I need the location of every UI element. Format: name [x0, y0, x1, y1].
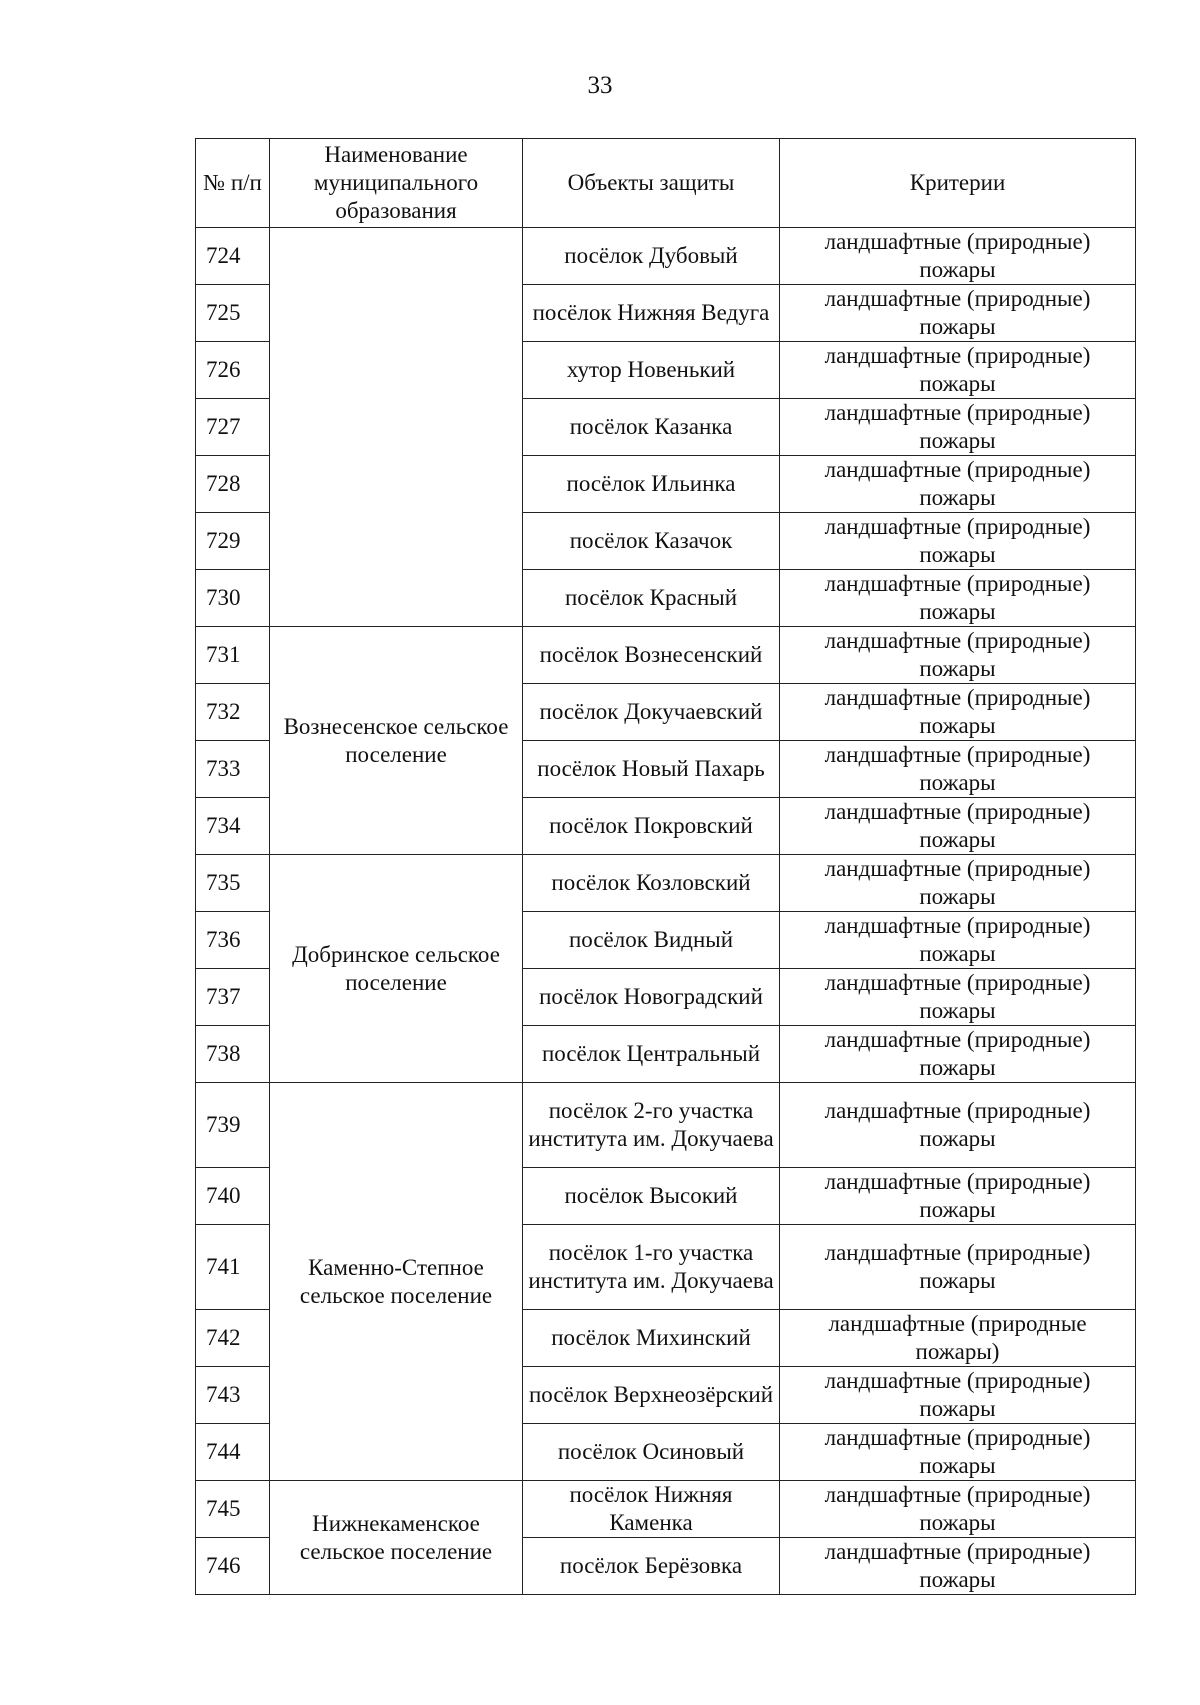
- row-number: 744: [196, 1424, 270, 1481]
- row-number: 730: [196, 570, 270, 627]
- criteria: ландшафтные (природные) пожары: [780, 912, 1136, 969]
- row-number: 745: [196, 1481, 270, 1538]
- protection-object: посёлок Высокий: [523, 1168, 780, 1225]
- protection-object: посёлок Видный: [523, 912, 780, 969]
- table-row: [196, 1083, 1136, 1168]
- criteria: ландшафтные (природные пожары): [780, 1310, 1136, 1367]
- protection-object: посёлок Новоградский: [523, 969, 780, 1026]
- row-number: 735: [196, 855, 270, 912]
- header-municipality: Наименование муниципального образования: [270, 139, 523, 228]
- row-number: 738: [196, 1026, 270, 1083]
- table-body: [196, 228, 1136, 1595]
- row-number: 741: [196, 1225, 270, 1310]
- row-number: 733: [196, 741, 270, 798]
- criteria: ландшафтные (природные) пожары: [780, 855, 1136, 912]
- protection-object: посёлок Нижняя Ведуга: [523, 285, 780, 342]
- protection-object: посёлок Покровский: [523, 798, 780, 855]
- protection-object: посёлок Казачок: [523, 513, 780, 570]
- criteria: ландшафтные (природные) пожары: [780, 741, 1136, 798]
- row-number: 724: [196, 228, 270, 285]
- row-number: 731: [196, 627, 270, 684]
- row-number: 725: [196, 285, 270, 342]
- protection-objects-table: [195, 138, 1136, 1595]
- criteria: ландшафтные (природные) пожары: [780, 513, 1136, 570]
- row-number: 737: [196, 969, 270, 1026]
- criteria: ландшафтные (природные) пожары: [780, 1481, 1136, 1538]
- criteria: ландшафтные (природные) пожары: [780, 969, 1136, 1026]
- protection-object: посёлок Красный: [523, 570, 780, 627]
- row-number: 740: [196, 1168, 270, 1225]
- row-number: 728: [196, 456, 270, 513]
- header-objects: Объекты защиты: [523, 139, 780, 228]
- row-number: 727: [196, 399, 270, 456]
- protection-object: посёлок 2-го участка института им. Докучаева: [523, 1083, 780, 1168]
- protection-object: посёлок Вознесенский: [523, 627, 780, 684]
- protection-object: посёлок Берёзовка: [523, 1538, 780, 1595]
- protection-object: посёлок Ильинка: [523, 456, 780, 513]
- criteria: ландшафтные (природные) пожары: [780, 684, 1136, 741]
- table-row: [196, 855, 1136, 912]
- municipality-cell: Нижнекаменское сельское поселение: [270, 1481, 523, 1595]
- protection-object: посёлок Верхнеозёрский: [523, 1367, 780, 1424]
- page-number: 33: [587, 72, 613, 99]
- row-number: 739: [196, 1083, 270, 1168]
- protection-object: посёлок Докучаевский: [523, 684, 780, 741]
- protection-object: посёлок Дубовый: [523, 228, 780, 285]
- table-header-row: [196, 139, 1136, 228]
- criteria: ландшафтные (природные) пожары: [780, 627, 1136, 684]
- header-criteria: Критерии: [780, 139, 1136, 228]
- row-number: 746: [196, 1538, 270, 1595]
- criteria: ландшафтные (природные) пожары: [780, 1083, 1136, 1168]
- municipality-cell: [270, 228, 523, 627]
- row-number: 742: [196, 1310, 270, 1367]
- criteria: ландшафтные (природные) пожары: [780, 1168, 1136, 1225]
- table-row: [196, 627, 1136, 684]
- criteria: ландшафтные (природные) пожары: [780, 228, 1136, 285]
- row-number: 729: [196, 513, 270, 570]
- row-number: 736: [196, 912, 270, 969]
- protection-object: посёлок 1-го участка института им. Докучаева: [523, 1225, 780, 1310]
- protection-object: посёлок Новый Пахарь: [523, 741, 780, 798]
- row-number: 726: [196, 342, 270, 399]
- municipality-cell: Каменно-Степное сельское поселение: [270, 1083, 523, 1481]
- table-row: [196, 1481, 1136, 1538]
- protection-object: посёлок Михинский: [523, 1310, 780, 1367]
- protection-object: посёлок Нижняя Каменка: [523, 1481, 780, 1538]
- protection-object: посёлок Казанка: [523, 399, 780, 456]
- protection-object: посёлок Центральный: [523, 1026, 780, 1083]
- criteria: ландшафтные (природные) пожары: [780, 1026, 1136, 1083]
- municipality-cell: Вознесенское сельское поселение: [270, 627, 523, 855]
- criteria: ландшафтные (природные) пожары: [780, 1538, 1136, 1595]
- row-number: 743: [196, 1367, 270, 1424]
- table-row: [196, 228, 1136, 285]
- protection-object: посёлок Козловский: [523, 855, 780, 912]
- row-number: 732: [196, 684, 270, 741]
- protection-object: хутор Новенький: [523, 342, 780, 399]
- criteria: ландшафтные (природные) пожары: [780, 342, 1136, 399]
- row-number: 734: [196, 798, 270, 855]
- criteria: ландшафтные (природные) пожары: [780, 456, 1136, 513]
- criteria: ландшафтные (природные) пожары: [780, 798, 1136, 855]
- criteria: ландшафтные (природные) пожары: [780, 1424, 1136, 1481]
- criteria: ландшафтные (природные) пожары: [780, 570, 1136, 627]
- criteria: ландшафтные (природные) пожары: [780, 399, 1136, 456]
- criteria: ландшафтные (природные) пожары: [780, 1225, 1136, 1310]
- protection-object: посёлок Осиновый: [523, 1424, 780, 1481]
- criteria: ландшафтные (природные) пожары: [780, 285, 1136, 342]
- header-num: № п/п: [196, 139, 270, 228]
- criteria: ландшафтные (природные) пожары: [780, 1367, 1136, 1424]
- municipality-cell: Добринское сельское поселение: [270, 855, 523, 1083]
